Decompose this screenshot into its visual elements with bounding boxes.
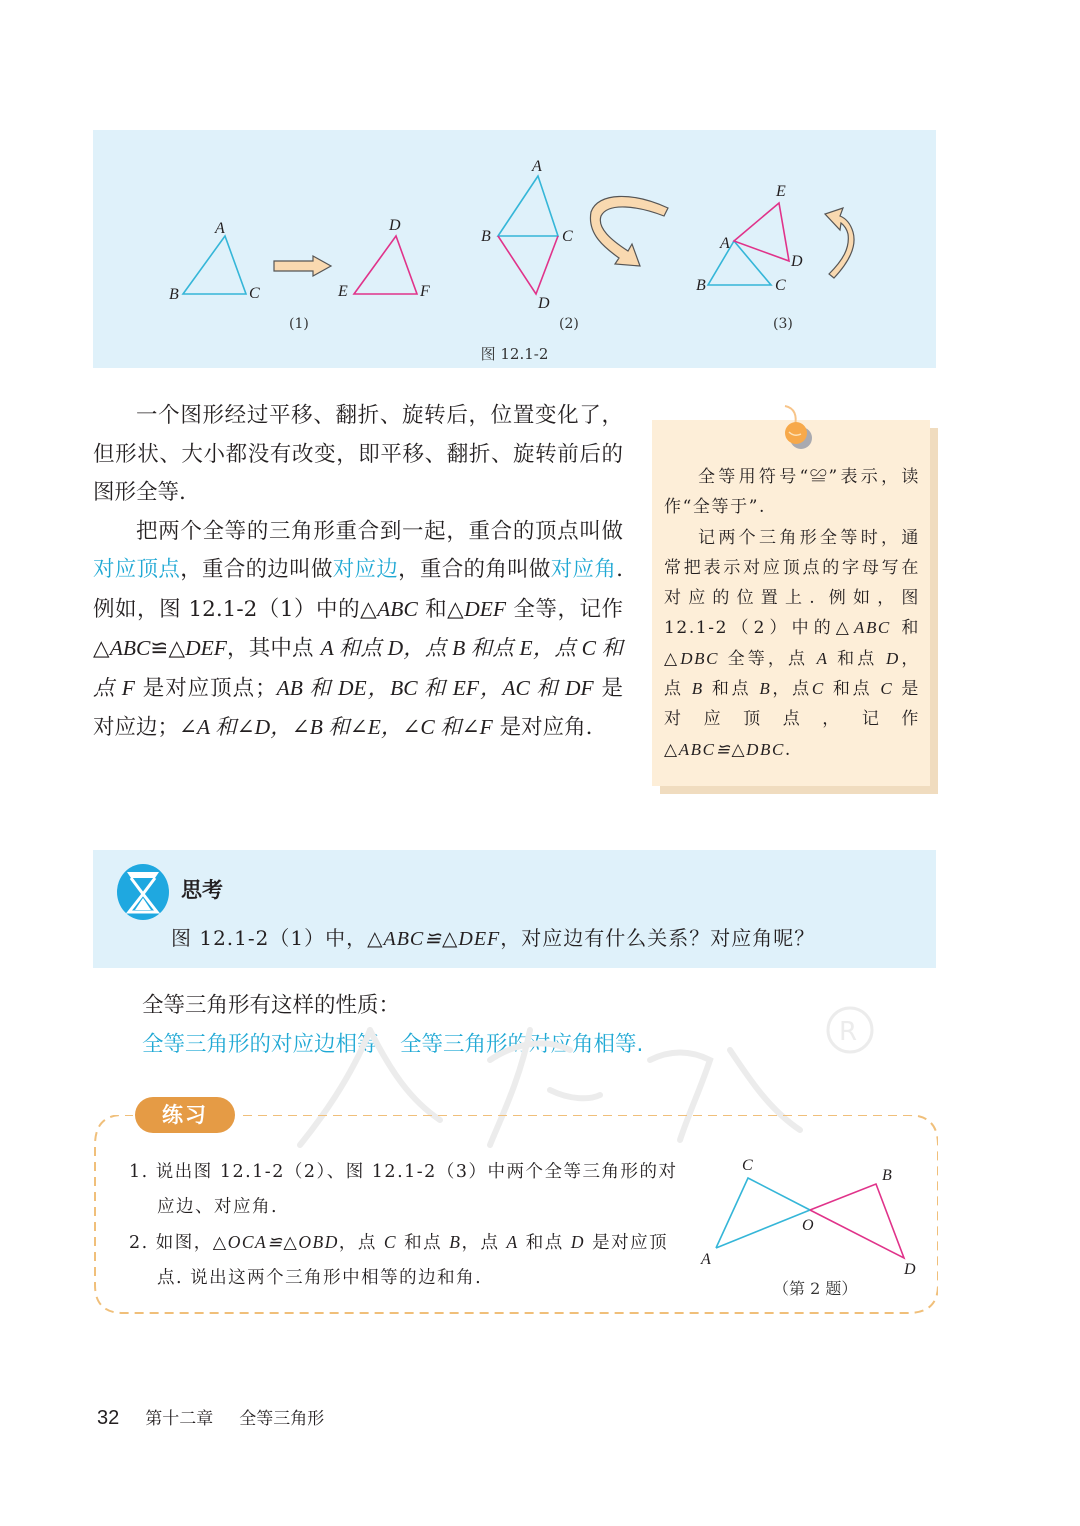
think-title: 思考 bbox=[181, 878, 223, 902]
svg-text:A: A bbox=[720, 235, 730, 252]
svg-text:D: D bbox=[904, 1261, 916, 1278]
exercise-list bbox=[129, 1155, 689, 1296]
svg-text:O: O bbox=[802, 1217, 814, 1234]
figure-caption: 图 12.1-2 bbox=[480, 345, 549, 363]
svg-text:B: B bbox=[169, 286, 179, 303]
svg-text:B: B bbox=[696, 277, 706, 294]
svg-text:A: A bbox=[215, 220, 225, 237]
property-intro: 全等三角形有这样的性质： bbox=[142, 993, 401, 1018]
svg-text:A: A bbox=[532, 158, 542, 175]
main-text bbox=[93, 397, 623, 748]
page-number: 32 bbox=[97, 1407, 120, 1429]
svg-text:C: C bbox=[249, 285, 260, 302]
svg-text:C: C bbox=[562, 228, 573, 245]
practice-box bbox=[93, 1103, 938, 1315]
figure-panel bbox=[93, 130, 936, 368]
pin-icon bbox=[777, 404, 817, 454]
paragraph-2: 把两个全等的三角形重合到一起，重合的顶点叫做对应顶点，重合的边叫做对应边，重合的角叫做对应角. 例如，图 12.1-2（1）中的△ABC 和△DEF 全等，记作△ABC≌△DEF，其中点 A 和点 D，点 B 和点 E，点 C 和点 F 是对应顶点；AB 和 DE，BC 和 EF，AC 和 DF 是对应边；∠A 和∠D，∠B 和∠E，∠C 和∠F 是对应角. bbox=[93, 518, 624, 740]
term-corresponding-vertex: 对应顶点 bbox=[93, 557, 181, 582]
page-footer bbox=[97, 1404, 324, 1430]
chapter-label: 第十二章 bbox=[145, 1409, 214, 1429]
paragraph-1: 一个图形经过平移、翻折、旋转后，位置变化了，但形状、大小都没有改变，即平移、翻折、旋转前后的图形全等. bbox=[93, 403, 623, 505]
svg-text:D: D bbox=[791, 253, 803, 270]
subfig-label-2: (2) bbox=[559, 316, 579, 332]
side-note-text: 全等用符号“≌”表示，读作“全等于”. 记两个三角形全等时，通常把表示对应顶点的字母写在对应的位置上. 例如，图 12.1-2（2）中的△ABC 和△DBC 全等，点 A 和点 D，点 B 和点 B，点C 和点 C 是对应顶点，记作△ABC≌△DBC. bbox=[664, 467, 921, 760]
svg-text:B: B bbox=[481, 228, 491, 245]
hourglass-think-icon bbox=[115, 862, 171, 922]
svg-text:C: C bbox=[742, 1157, 753, 1174]
subfig-label-1: (1) bbox=[289, 316, 309, 332]
property-statement: 全等三角形的对应边相等，全等三角形的对应角相等. bbox=[142, 1032, 644, 1057]
svg-text:E: E bbox=[338, 283, 348, 300]
exercise-2: 2. 如图，△OCA≌△OBD，点 C 和点 B，点 A 和点 D 是对应顶点. 说出这两个三角形中相等的边和角. bbox=[129, 1232, 669, 1288]
svg-text:F: F bbox=[420, 283, 430, 300]
chapter-title: 全等三角形 bbox=[239, 1409, 325, 1429]
think-box bbox=[93, 850, 936, 968]
exercise-2-caption: （第 2 题） bbox=[773, 1279, 858, 1298]
svg-text:D: D bbox=[538, 295, 550, 312]
subfig-label-3: (3) bbox=[773, 316, 793, 332]
congruent-triangles-figure bbox=[93, 130, 936, 368]
svg-text:C: C bbox=[775, 277, 786, 294]
svg-text:R: R bbox=[839, 1017, 858, 1047]
term-corresponding-side: 对应边 bbox=[332, 557, 399, 582]
think-question: 图 12.1-2（1）中，△ABC≌△DEF，对应边有什么关系？对应角呢？ bbox=[171, 926, 816, 950]
side-note bbox=[652, 420, 930, 786]
svg-text:A: A bbox=[701, 1251, 711, 1268]
svg-text:E: E bbox=[776, 183, 786, 200]
svg-text:B: B bbox=[882, 1167, 892, 1184]
term-corresponding-angle: 对应角 bbox=[550, 557, 617, 582]
svg-text:D: D bbox=[389, 217, 401, 234]
practice-tab: 练习 bbox=[135, 1097, 235, 1133]
exercise-1: 1. 说出图 12.1-2（2）、图 12.1-2（3）中两个全等三角形的对应边、对应角. bbox=[129, 1162, 678, 1217]
exercise-2-figure bbox=[698, 1140, 928, 1280]
